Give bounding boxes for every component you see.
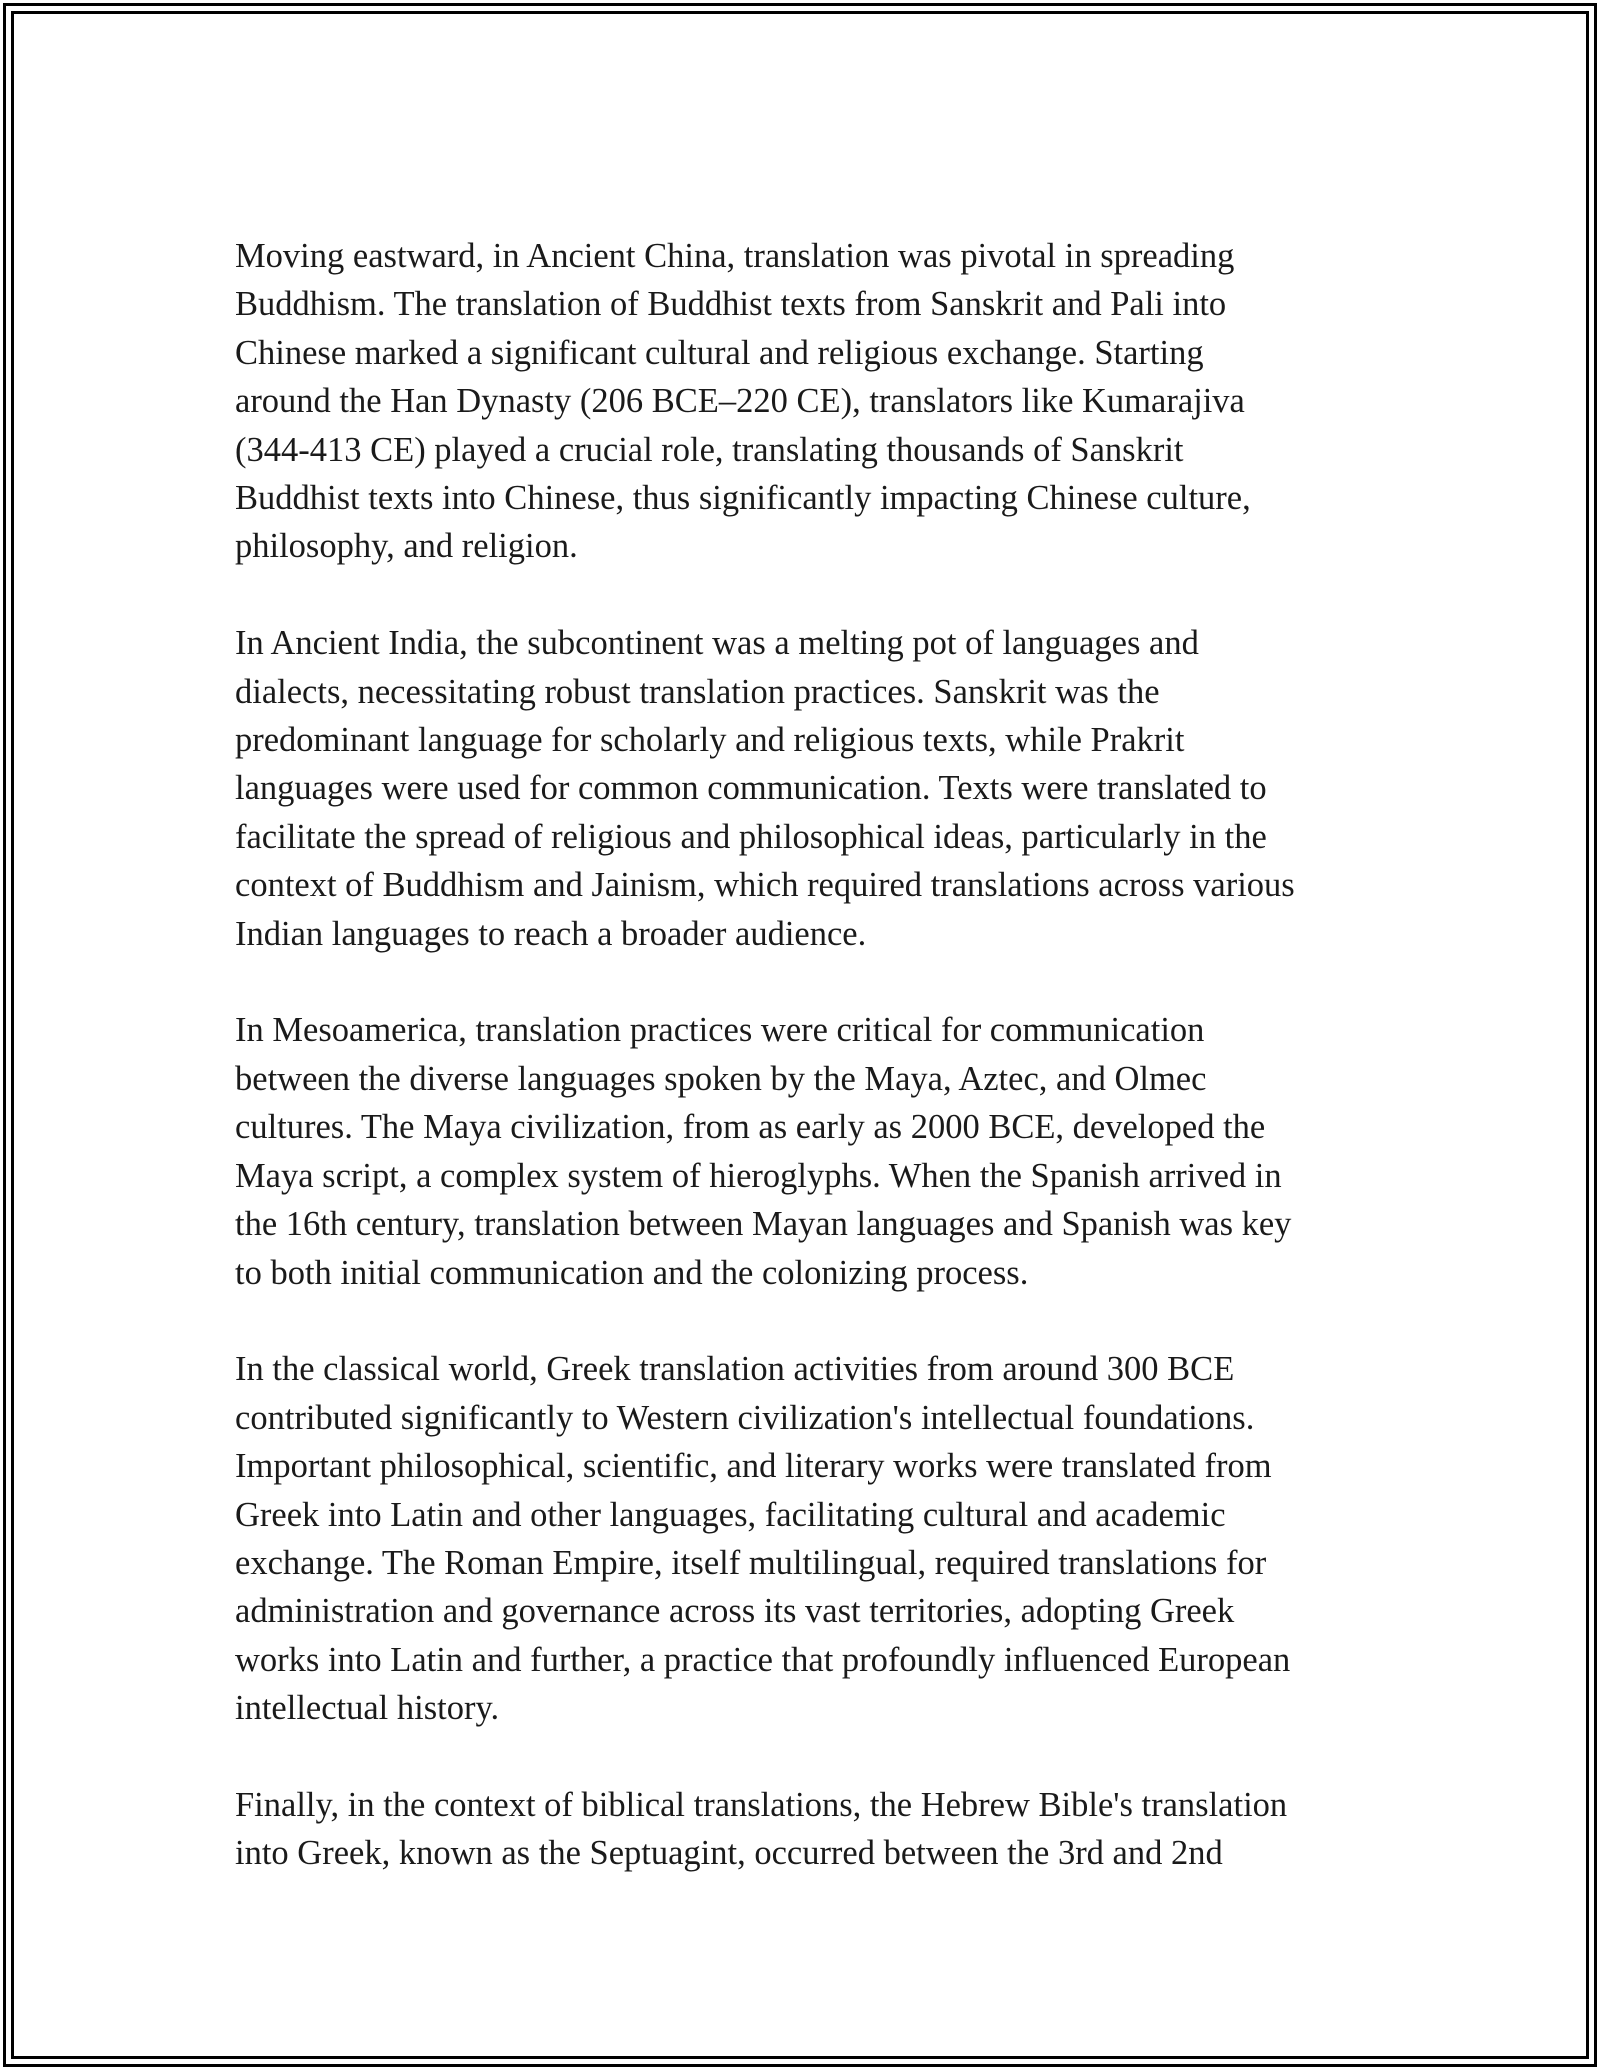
paragraph-classical-world: In the classical world, Greek translation activities from around 300 BCE contributed significantly to Western civilization's intellectual foundations. Important philosophical, scientific, and literary works were translated from Greek into Latin and other languages, facilitating cultural and academic exchange. The Roman Empire, itself multilingual, required translations for administration and governance across its vast territories, adopting Greek works into Latin and further, a practice that profoundly influenced European intellectual history. (235, 1350, 1291, 1728)
paragraph-biblical-translations: Finally, in the context of biblical translations, the Hebrew Bible's translation into Greek, known as the Septuagint, occurred between the 3rd and 2nd (235, 1785, 1288, 1873)
paragraph-ancient-china: Moving eastward, in Ancient China, translation was pivotal in spreading Buddhism. The translation of Buddhist texts from Sanskrit and Pali into Chinese marked a significant cultural and religious exchange. Starting around the Han Dynasty (206 BCE–220 CE), translators like Kumarajiva (344-413 CE) played a crucial role, translating thousands of Sanskrit Buddhist texts into Chinese, thus significantly impacting Chinese culture, philosophy, and religion. (235, 237, 1251, 566)
document-body (235, 232, 1375, 1926)
paragraph-mesoamerica: In Mesoamerica, translation practices were critical for communication between the diverse languages spoken by the Maya, Aztec, and Olmec cultures. The Maya civilization, from as early as 2000 BCE, developed the Maya script, a complex system of hieroglyphs. When the Spanish arrived in the 16th century, translation between Mayan languages and Spanish was key to both initial communication and the colonizing process. (235, 1011, 1292, 1292)
paragraph-ancient-india: In Ancient India, the subcontinent was a melting pot of languages and dialects, necessitating robust translation practices. Sanskrit was the predominant language for scholarly and religious texts, while Prakrit languages were used for common communication. Texts were translated to facilitate the spread of religious and philosophical ideas, particularly in the context of Buddhism and Jainism, which required translations across various Indian languages to reach a broader audience. (235, 624, 1295, 953)
